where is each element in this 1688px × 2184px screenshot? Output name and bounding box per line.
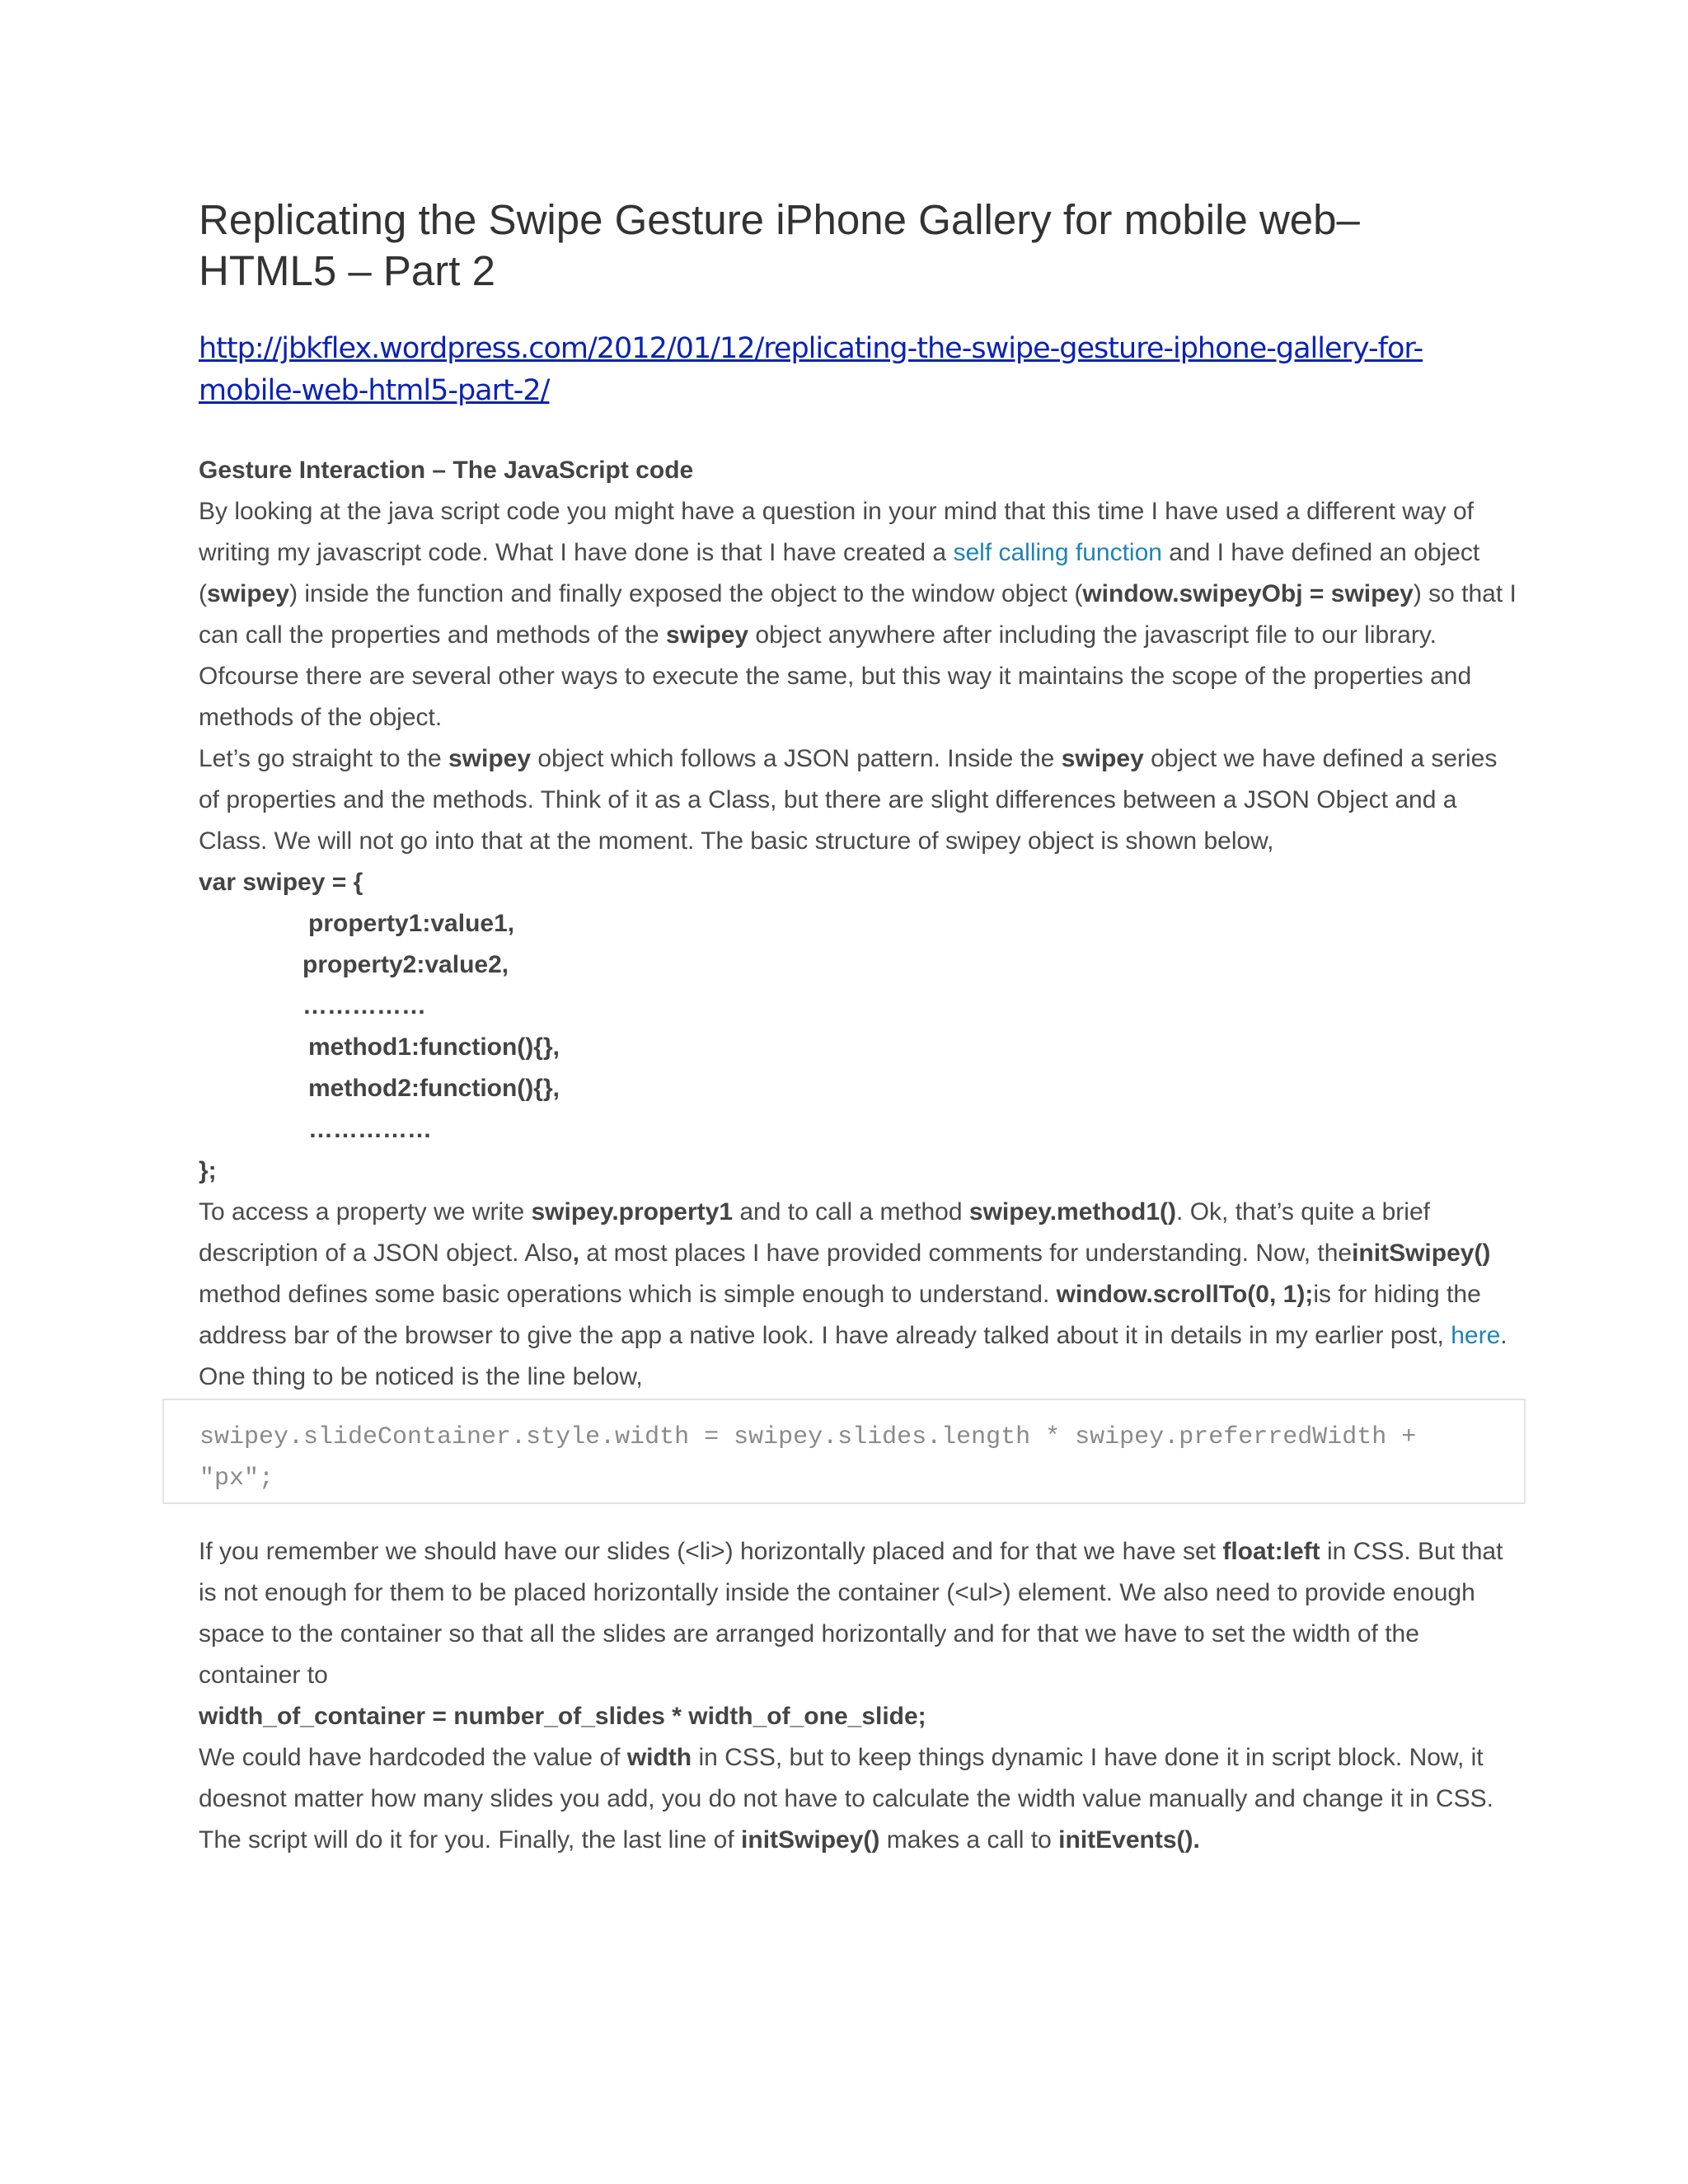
section-heading: Gesture Interaction – The JavaScript code [199, 457, 694, 484]
code-structure-line: var swipey = { [199, 869, 363, 896]
here-link[interactable]: here [1451, 1322, 1501, 1349]
paragraph-1: By looking at the java script code you might have a question in your mind that this time I have used a different way of writing my javascript code. What I have done is that I have created a self calling function and I have defined an object (swipey) inside the function and finally exposed the object to the window object (window.swipeyObj = swipey) so that I can call the properties and methods of the swipey object anywhere after including the javascript file to our library. Ofcourse there are several other ways to execute the same, but this way it maintains the scope of the properties and methods of the object. [199, 498, 1517, 731]
page-title: Replicating the Swipe Gesture iPhone Gallery for mobile web– HTML5 – Part 2 [199, 196, 1360, 294]
paragraph-5: We could have hardcoded the value of width in CSS, but to keep things dynamic I have done it in script block. Now, it doesnot matter how many slides you add, you do not have to calculate the width value manually and change it in CSS. The script will do it for you. Finally, the last line of initSwipey() makes a call to initEvents(). [199, 1744, 1493, 1854]
article-body-top [199, 450, 1517, 1398]
self-calling-function-link[interactable]: self calling function [953, 539, 1162, 566]
code-block-text: swipey.slideContainer.style.width = swipey.slides.length * swipey.preferredWidth + "px"; [199, 1423, 1432, 1493]
code-block [162, 1399, 1526, 1504]
paragraph-2: Let’s go straight to the swipey object which follows a JSON pattern. Inside the swipey object we have defined a series of properties and the methods. Think of it as a Class, but there are slight differences between a JSON Object and a Class. We will not go into that at the moment. The basic structure of swipey object is shown below, [199, 745, 1498, 855]
paragraph-4: If you remember we should have our slides (<li>) horizontally placed and for that we have set float:left in CSS. But that is not enough for them to be placed horizontally inside the container (<ul>) element. We also need to provide enough space to the container so that all the slides are arranged horizontally and for that we have to set the width of the container to [199, 1538, 1503, 1689]
code-structure-line: property2:value2, [302, 951, 509, 978]
code-structure-line: …………… [308, 1116, 432, 1143]
source-url-link[interactable]: http://jbkflex.wordpress.com/2012/01/12/replicating-the-swipe-gesture-iphone-gallery-for-mobile-web-html5-part-2/ [199, 332, 1423, 407]
code-structure-line: method2:function(){}, [308, 1075, 560, 1102]
article-body-bottom [199, 1531, 1517, 1861]
code-structure-line: …………… [302, 992, 426, 1019]
code-structure-line: property1:value1, [308, 910, 515, 937]
formula-line: width_of_container = number_of_slides * width_of_one_slide; [199, 1703, 926, 1730]
code-structure-line: method1:function(){}, [308, 1033, 560, 1061]
paragraph-3: To access a property we write swipey.property1 and to call a method swipey.method1(). Ok, that’s quite a brief description of a JSON object. Also, at most places I have provided comments for understanding. Now, theinitSwipey() method defines some basic operations which is simple enough to understand. window.scrollTo(0, 1);is for hiding the address bar of the browser to give the app a native look. I have already talked about it in details in my earlier post, here. One thing to be noticed is the line below, [199, 1198, 1507, 1390]
code-structure-line: }; [199, 1157, 217, 1184]
